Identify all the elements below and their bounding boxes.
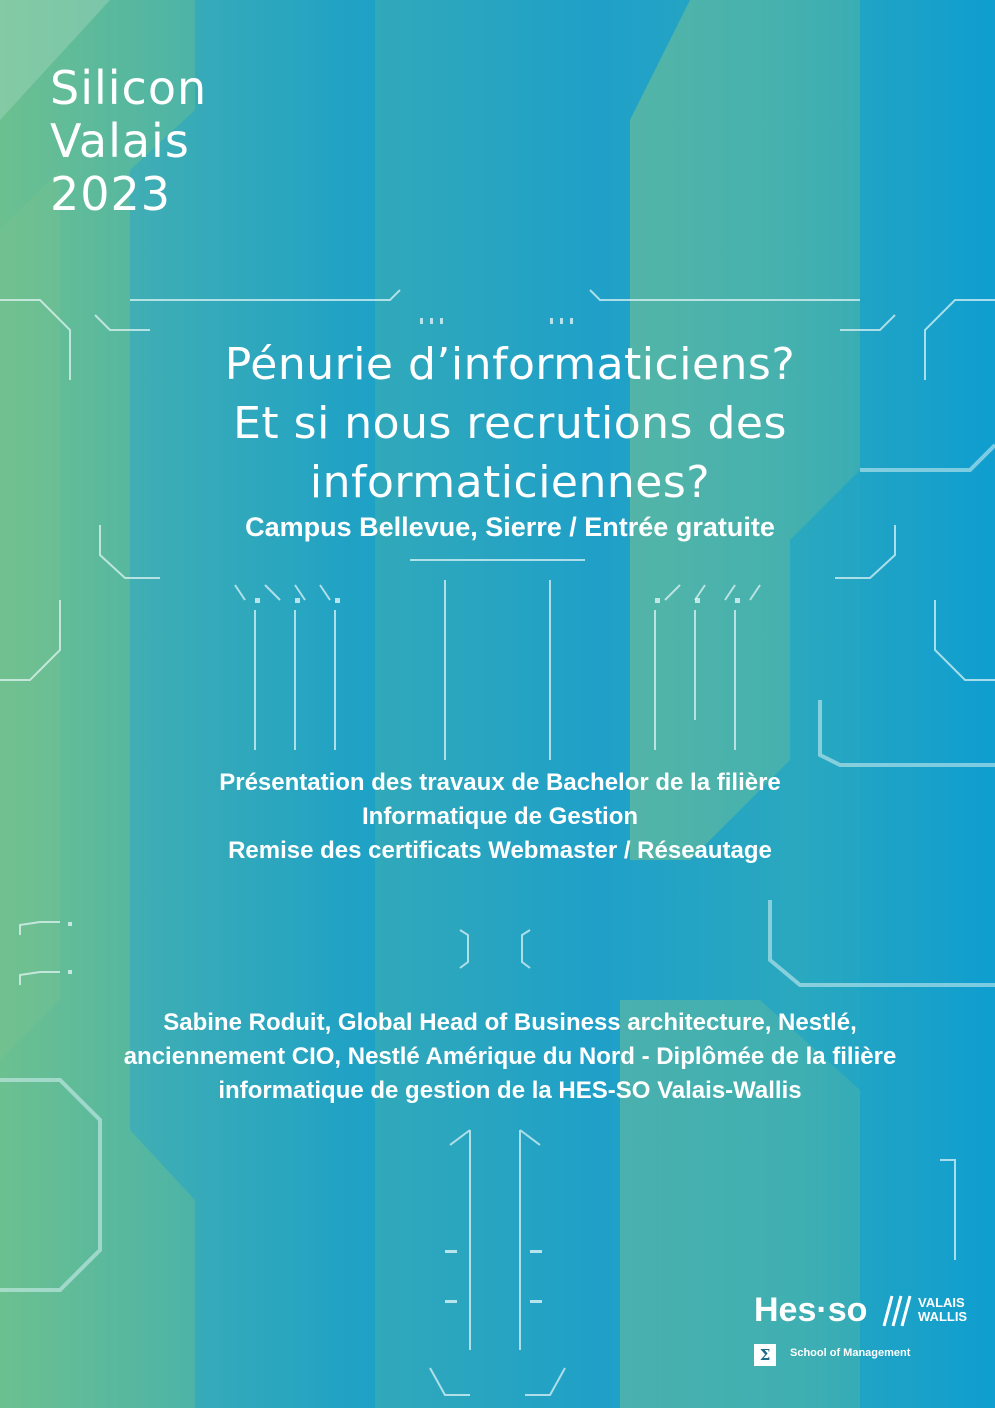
speaker-line: Sabine Roduit, Global Head of Business architecture, Nestlé, xyxy=(163,1009,857,1036)
venue-info: Campus Bellevue, Sierre / Entrée gratuite xyxy=(245,512,775,542)
region-line-valais: VALAIS xyxy=(918,1295,965,1310)
speaker-line: informatique de gestion de la HES-SO Valais-Wallis xyxy=(218,1077,802,1104)
headline-line: Et si nous recrutions des xyxy=(233,398,787,449)
headline xyxy=(60,335,960,512)
event-title-line: 2023 xyxy=(50,167,172,221)
program-line: Informatique de Gestion xyxy=(361,803,639,830)
region-label xyxy=(918,1296,967,1324)
sigma-icon: Σ xyxy=(754,1344,776,1366)
event-title xyxy=(50,62,310,221)
region-line-wallis: WALLIS xyxy=(918,1309,968,1324)
speaker-line: anciennement CIO, Nestlé Amérique du Nord - Diplômée de la filière xyxy=(123,1043,897,1070)
program-description xyxy=(60,766,940,868)
headline-line: informaticiennes? xyxy=(309,457,711,508)
program-line: Présentation des travaux de Bachelor de la filière xyxy=(219,769,781,796)
event-title-line: Valais xyxy=(50,114,190,168)
headline-line: Pénurie d’informaticiens? xyxy=(224,339,796,390)
school-name: School of Management xyxy=(790,1347,911,1359)
hes-so-logo xyxy=(754,1290,979,1370)
speaker-info xyxy=(40,1006,980,1108)
event-title-line: Silicon xyxy=(50,61,208,115)
hes-so-wordmark: Hes·so xyxy=(754,1291,868,1329)
slashes-icon xyxy=(882,1294,916,1328)
program-line: Remise des certificats Webmaster / Réseautage xyxy=(228,837,772,864)
